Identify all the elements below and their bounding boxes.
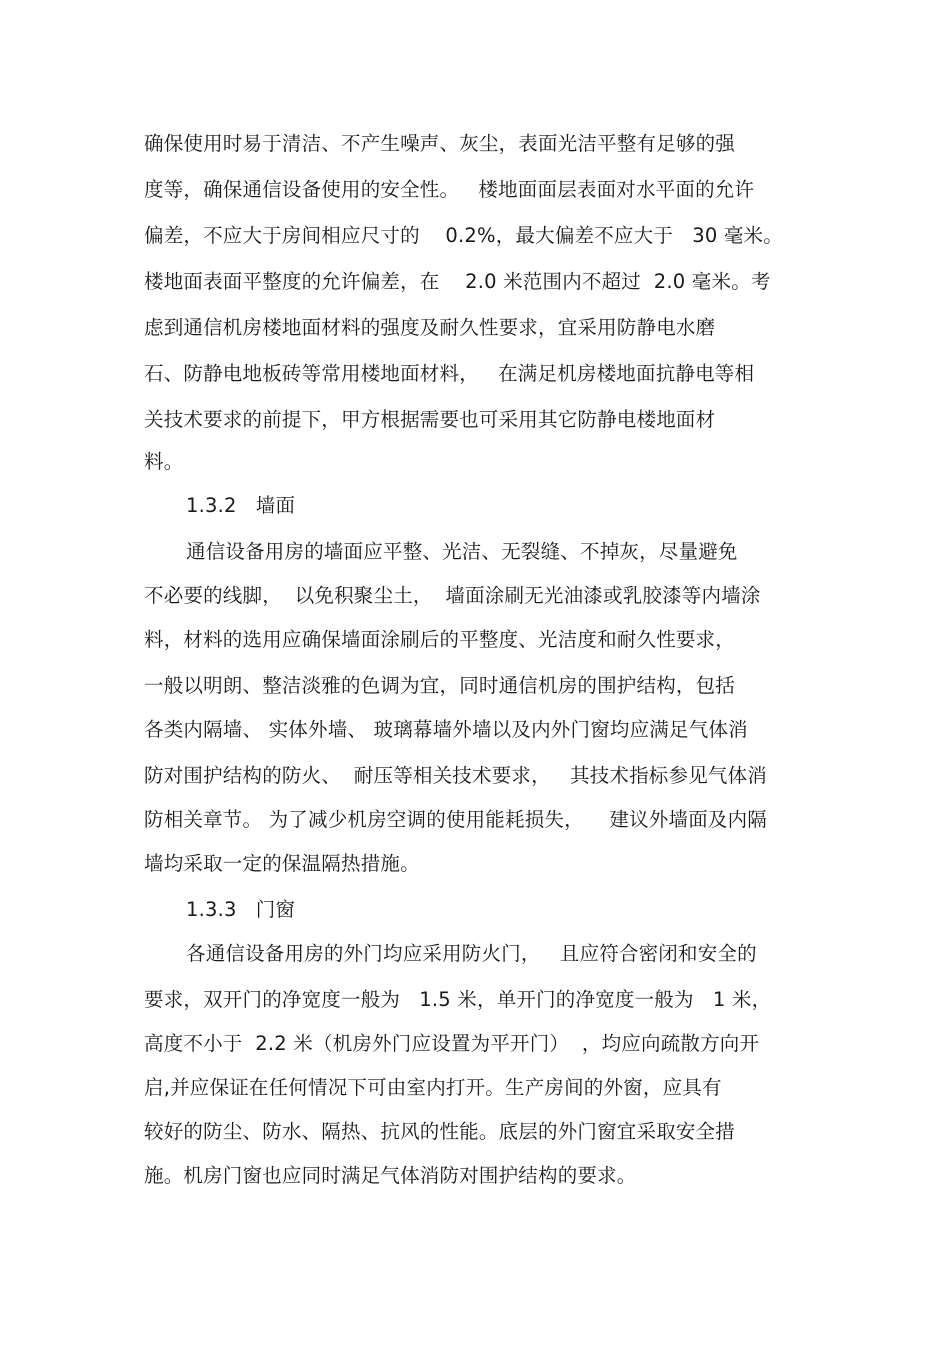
paragraph-line: 度等，确保通信设备使用的安全性。 楼地面面层表面对水平面的允许 bbox=[144, 178, 755, 201]
paragraph-line: 防对围护结构的防火、 耐压等相关技术要求， 其技术指标参见气体消 bbox=[144, 764, 767, 787]
paragraph-line: 施。机房门窗也应同时满足气体消防对围护结构的要求。 bbox=[144, 1164, 637, 1187]
paragraph-line: 高度不小于 2.2 米（机房外门应设置为平开门） ，均应向疏散方向开 bbox=[144, 1032, 760, 1055]
section-heading-1-3-2: 1.3.2 墙面 bbox=[186, 494, 296, 517]
paragraph-line: 虑到通信机房楼地面材料的强度及耐久性要求，宜采用防静电水磨 bbox=[144, 316, 716, 339]
paragraph-line: 通信设备用房的墙面应平整、光洁、无裂缝、不掉灰，尽量避免 bbox=[186, 540, 738, 563]
paragraph-line: 偏差，不应大于房间相应尺寸的 0.2%，最大偏差不应大于 30 毫米。 bbox=[144, 224, 783, 247]
paragraph-line: 楼地面表面平整度的允许偏差，在 2.0 米范围内不超过 2.0 毫米。考 bbox=[144, 270, 771, 293]
paragraph-line: 要求，双开门的净宽度一般为 1.5 米，单开门的净宽度一般为 1 米， bbox=[144, 988, 772, 1011]
paragraph-line: 料，材料的选用应确保墙面涂刷后的平整度、光洁度和耐久性要求， bbox=[144, 628, 736, 651]
section-heading-1-3-3: 1.3.3 门窗 bbox=[186, 898, 296, 921]
paragraph-line: 石、防静电地板砖等常用楼地面材料， 在满足机房楼地面抗静电等相 bbox=[144, 362, 755, 385]
paragraph-line: 料。 bbox=[144, 450, 184, 473]
paragraph-line: 确保使用时易于清洁、不产生噪声、灰尘，表面光洁平整有足够的强 bbox=[144, 132, 736, 155]
paragraph-line: 防相关章节。 为了减少机房空调的使用能耗损失， 建议外墙面及内隔 bbox=[144, 808, 767, 831]
paragraph-line: 各类内隔墙、 实体外墙、 玻璃幕墙外墙以及内外门窗均应满足气体消 bbox=[144, 718, 748, 741]
paragraph-line: 各通信设备用房的外门均应采用防火门， 且应符合密闭和安全的 bbox=[186, 942, 757, 965]
paragraph-line: 启,并应保证在任何情况下可由室内打开。生产房间的外窗，应具有 bbox=[144, 1076, 722, 1099]
paragraph-line: 较好的防尘、防水、隔热、抗风的性能。底层的外门窗宜采取安全措 bbox=[144, 1120, 736, 1143]
paragraph-line: 不必要的线脚， 以免积聚尘土， 墙面涂刷无光油漆或乳胶漆等内墙涂 bbox=[144, 584, 761, 607]
paragraph-line: 一般以明朗、整洁淡雅的色调为宜，同时通信机房的围护结构，包括 bbox=[144, 674, 736, 697]
paragraph-line: 墙均采取一定的保温隔热措施。 bbox=[144, 852, 420, 875]
paragraph-line: 关技术要求的前提下，甲方根据需要也可采用其它防静电楼地面材 bbox=[144, 408, 716, 431]
